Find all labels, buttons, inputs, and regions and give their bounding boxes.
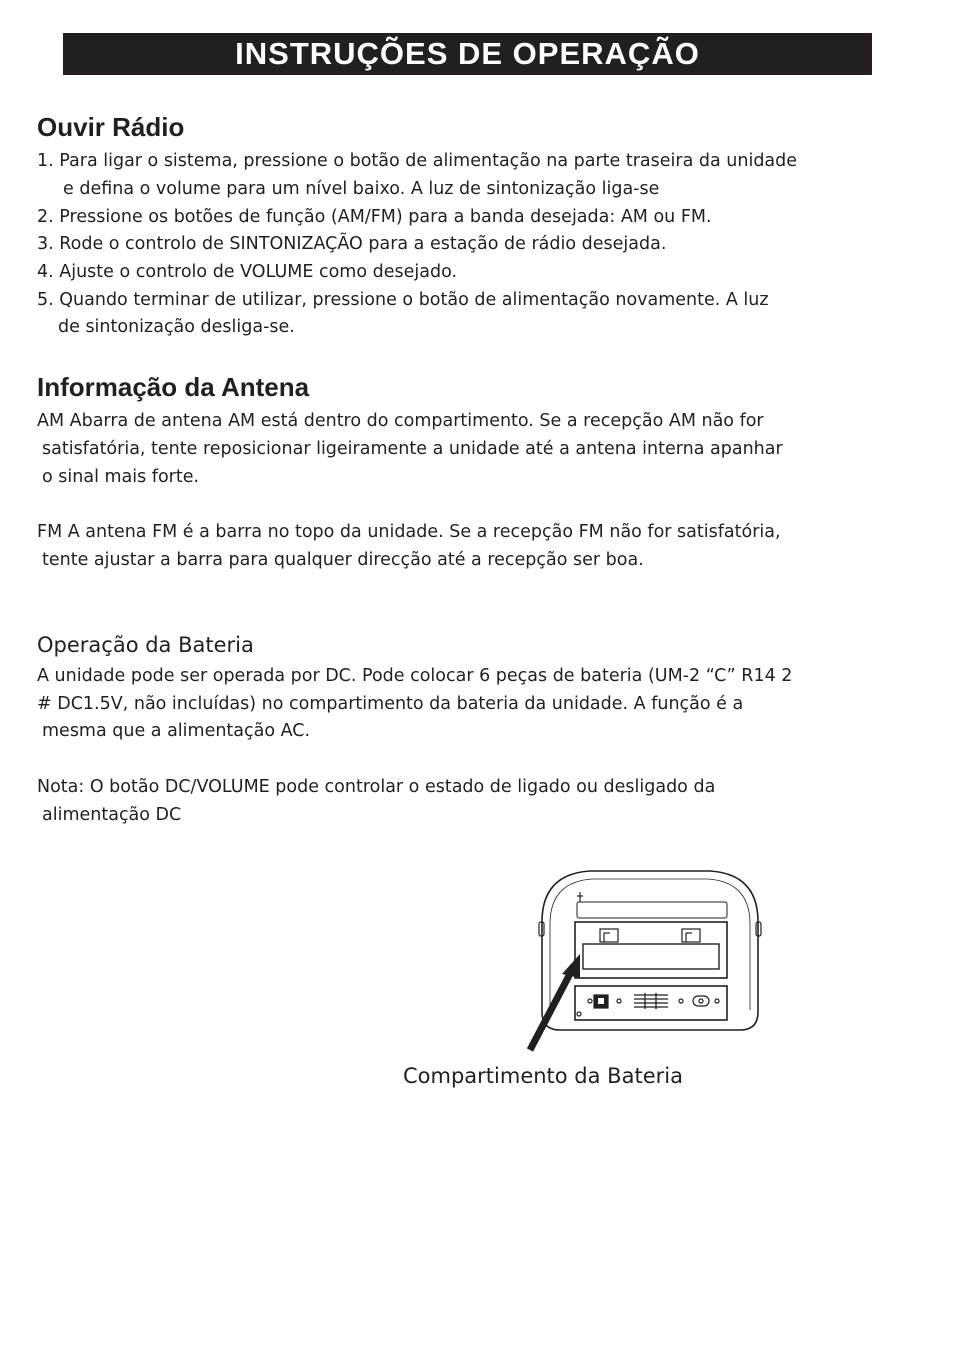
battery-line: A unidade pode ser operada por DC. Pode colocar 6 peças de bateria (UM-2 “C” R14 2	[37, 666, 793, 686]
antenna-fm-line: FM A antena FM é a barra no topo da unidade. Se a recepção FM não for satisfatória,	[37, 522, 781, 542]
radio-line: 5. Quando terminar de utilizar, pressione o botão de alimentação novamente. A luz	[37, 290, 769, 310]
battery-line: # DC1.5V, não incluídas) no compartimento da bateria da unidade. A função é a	[37, 694, 744, 714]
battery-heading: Operação da Bateria	[37, 633, 254, 657]
radio-back-illustration	[520, 862, 780, 1054]
figure-caption: Compartimento da Bateria	[403, 1064, 683, 1088]
radio-line: de sintonização desliga-se.	[58, 317, 295, 337]
antenna-am-line: AM Abarra de antena AM está dentro do compartimento. Se a recepção AM não for	[37, 411, 764, 431]
radio-line: 1. Para ligar o sistema, pressione o botão de alimentação na parte traseira da unidade	[37, 151, 798, 171]
page-title: INSTRUÇÕES DE OPERAÇÃO	[235, 36, 700, 71]
battery-line: mesma que a alimentação AC.	[42, 721, 311, 741]
radio-line: e defina o volume para um nível baixo. A luz de sintonização liga-se	[63, 179, 660, 199]
antenna-heading: Informação da Antena	[37, 372, 310, 402]
radio-line: 2. Pressione os botões de função (AM/FM) para a banda desejada: AM ou FM.	[37, 207, 712, 227]
page-title-banner	[63, 33, 872, 75]
antenna-fm-line: tente ajustar a barra para qualquer direcção até a recepção ser boa.	[42, 550, 644, 570]
radio-line: 3. Rode o controlo de SINTONIZAÇÃO para a estação de rádio desejada.	[37, 234, 667, 254]
antenna-am-line: satisfatória, tente reposicionar ligeiramente a unidade até a antena interna apanhar	[42, 439, 783, 459]
battery-note-line: alimentação DC	[42, 805, 182, 825]
radio-heading: Ouvir Rádio	[37, 112, 185, 142]
battery-note-line: Nota: O botão DC/VOLUME pode controlar o estado de ligado ou desligado da	[37, 777, 716, 797]
antenna-am-line: o sinal mais forte.	[42, 467, 200, 487]
radio-line: 4. Ajuste o controlo de VOLUME como desejado.	[37, 262, 458, 282]
